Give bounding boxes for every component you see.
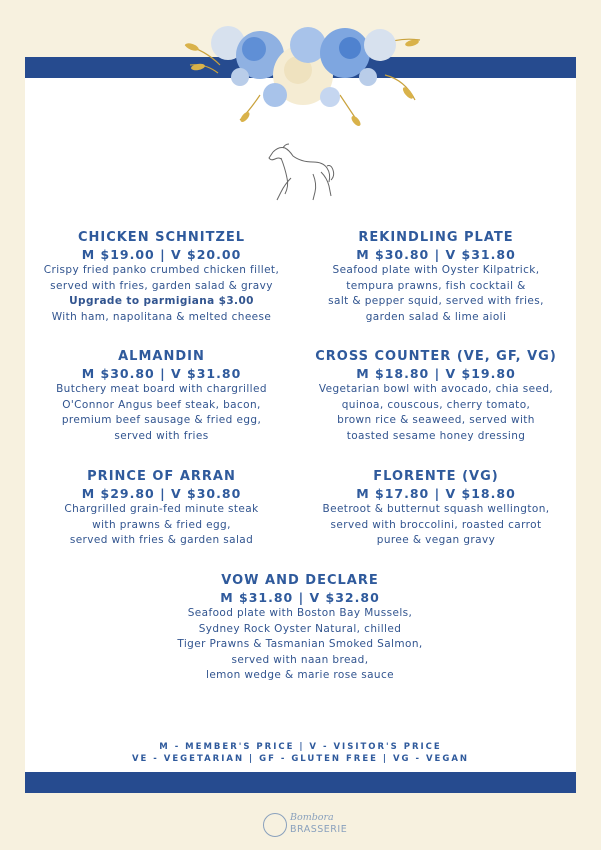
item-title: PRINCE OF ARRAN bbox=[87, 469, 236, 484]
item-price: M $19.00 | V $20.00 bbox=[81, 247, 242, 262]
bottom-band bbox=[25, 772, 576, 793]
item-title: VOW AND DECLARE bbox=[221, 573, 379, 588]
item-title: ALMANDIN bbox=[118, 349, 205, 364]
item-upgrade: Upgrade to parmigiana $3.00 bbox=[69, 295, 254, 307]
item-upgrade-detail: With ham, napolitana & melted cheese bbox=[51, 310, 272, 323]
price-legend: M - MEMBER'S PRICE | V - VISITOR'S PRICE bbox=[159, 742, 442, 752]
horse-icon bbox=[265, 140, 335, 205]
item-price: M $31.80 | V $32.80 bbox=[220, 590, 380, 605]
brasserie-logo bbox=[260, 812, 348, 842]
item-description: Seafood plate with Oyster Kilpatrick, tempura prawns, fish cocktail & salt & pepper squid, served with fries, garden salad & lime aioli bbox=[328, 264, 544, 323]
floral-decoration-icon bbox=[180, 15, 425, 130]
item-title: CHICKEN SCHNITZEL bbox=[77, 230, 246, 245]
menu-item-florente bbox=[306, 469, 566, 549]
item-price: M $30.80 | V $31.80 bbox=[356, 247, 516, 262]
item-price: M $18.80 | V $19.80 bbox=[356, 366, 516, 381]
item-title: FLORENTE (VG) bbox=[373, 469, 499, 484]
logo-script: Bombora bbox=[290, 812, 334, 823]
item-title: CROSS COUNTER (VE, GF, VG) bbox=[315, 349, 557, 364]
diet-legend: VE - VEGETARIAN | GF - GLUTEN FREE | VG - VEGAN bbox=[131, 754, 470, 764]
item-title: REKINDLING PLATE bbox=[358, 230, 514, 245]
item-description: Beetroot & butternut squash wellington, served with broccolini, roasted carrot puree & vegan gravy bbox=[322, 503, 550, 546]
item-description: Butchery meat board with chargrilled O'Connor Angus beef steak, bacon, premium beef sausage & fried egg, served with fries bbox=[56, 383, 267, 442]
menu-item-chicken-schnitzel bbox=[34, 230, 289, 325]
menu-item-rekindling-plate bbox=[306, 230, 566, 325]
item-description: Chargrilled grain-fed minute steak with prawns & fried egg, served with fries & garden salad bbox=[64, 503, 259, 546]
tree-icon bbox=[263, 813, 287, 837]
item-price: M $17.80 | V $18.80 bbox=[356, 486, 516, 501]
item-price: M $29.80 | V $30.80 bbox=[81, 486, 242, 501]
menu-item-cross-counter bbox=[306, 349, 566, 444]
item-description: Seafood plate with Boston Bay Mussels, Sydney Rock Oyster Natural, chilled Tiger Prawns & Tasmanian Smoked Salmon, served with naan bread, lemon wedge & marie rose sauce bbox=[177, 607, 423, 681]
logo-text: BRASSERIE bbox=[290, 824, 348, 835]
item-description: Crispy fried panko crumbed chicken fillet, served with fries, garden salad & gravy bbox=[43, 264, 280, 292]
item-description: Vegetarian bowl with avocado, chia seed, quinoa, couscous, cherry tomato, brown rice & seaweed, served with toasted sesame honey dressing bbox=[318, 383, 554, 442]
menu-item-prince-of-arran bbox=[34, 469, 289, 549]
item-price: M $30.80 | V $31.80 bbox=[81, 366, 242, 381]
menu-item-almandin bbox=[34, 349, 289, 444]
menu-item-vow-and-declare bbox=[150, 573, 450, 684]
